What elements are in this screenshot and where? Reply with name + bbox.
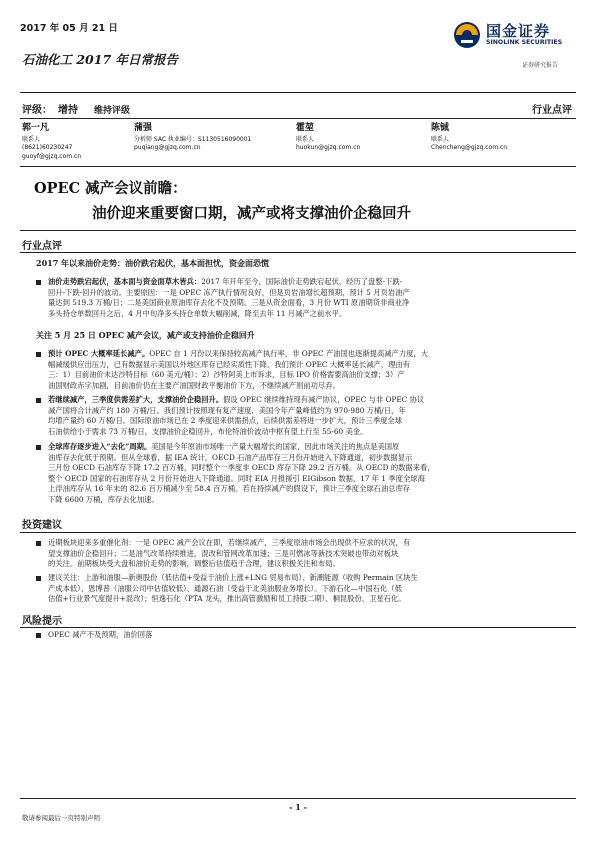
bullet-lead: 预计 OPEC 大概率延长减产。 xyxy=(48,349,150,358)
analyst-divider xyxy=(20,166,576,167)
headline-line-1: OPEC 减产会议前瞻： xyxy=(34,180,187,197)
subsection-title-oil-trend: 2017 年以来油价走势：油价跌宕起伏，基本面担忧，资金面恐慌 xyxy=(36,258,270,268)
bullet-lead: 若继续减产，三季度供需差扩大，支撑油价企稳回升。 xyxy=(48,395,224,404)
logo-chinese-name: 国金证券 xyxy=(486,22,551,40)
analyst-role: 联系人 xyxy=(431,135,450,143)
analyst-phone: (8621)60230247 xyxy=(22,144,73,151)
bullet-text: 油国财政赤字加剧，目前油价仍在主要产油国财政平衡油价下方，不继续减产则前功尽弃。 xyxy=(48,380,340,390)
bullet-marker xyxy=(36,633,41,638)
analyst-name: 霍堃 xyxy=(296,123,315,133)
bullet-text: 2017 年开年至今，国际油价走势跌宕起伏，经历了盘整-下跌- xyxy=(201,277,403,286)
analyst-email: puqiang@gjzq.com.cn xyxy=(134,144,201,151)
rating-note: 维持评级 xyxy=(94,106,131,116)
bullet-text: 三：1）目前油价未达沙特目标（60 美元/桶）；2）沙特阿美上市诉求，目标 IPO 价格需要高油价支撑；3）产 xyxy=(48,370,405,380)
report-series-title: 石油化工 2017 年日常报告 xyxy=(22,52,178,67)
bullet-text: 下降 6600 万桶，库存去化加速。 xyxy=(48,494,159,504)
analyst-role: 分析师 SAC 执业编号：S1130516090001 xyxy=(134,135,252,143)
analyst-email: huokun@gjzq.com.cn xyxy=(296,144,361,151)
bullet-text: 假设 OPEC 继续维持现有减产协议，OPEC 与非 OPEC 协议 xyxy=(223,395,425,404)
logo-subtitle: 证券研究报告 xyxy=(522,62,559,69)
bullet-text: 上浮油库存从 16 年末的 82.6 百万桶减少至 58.4 百万桶。若在持续减产的假设下，预计三季度全球石油总库存 xyxy=(48,484,411,494)
section-divider xyxy=(20,627,576,628)
analyst-email: Chencheng@gjzq.com.cn xyxy=(431,144,508,151)
analyst-email: guoyf@gjzq.com.cn xyxy=(22,152,82,160)
bullet-text: 三月份 OECD 石油库存下降 17.2 百万桶，同时整个一季度非 OECD 库存下降 29.2 百万桶。从 OECD 的数据来看， xyxy=(48,463,435,473)
sinolink-logo xyxy=(452,18,577,69)
rating-value: 增持 xyxy=(58,105,78,116)
bullet-text: 建议关注：上游和油服—新奥股份（低估值+受益于油价上涨+LNG 贸易布局）、新潮能源（收购 Permain 区块生 xyxy=(48,573,418,582)
analyst-name: 蒲强 xyxy=(134,123,153,133)
bullet-text: 回升-下跌-回升的波动。主要原因：一是 OPEC 冻产执行情况良好，但是页岩油增长超预期，预计 5 月页岩油产 xyxy=(48,287,410,297)
analyst-1 xyxy=(22,124,81,161)
section-divider xyxy=(20,252,576,253)
bullet-text: 幅减缓供应出压力，已有数据显示美国以外地区库存已经实质性下降。我们预计 OPEC 大概率延长减产，理由有 xyxy=(48,359,411,369)
sinolink-logo-icon xyxy=(452,20,482,50)
headline-line-2: 油价迎来重要窗口期，减产或将支撑油价企稳回升 xyxy=(92,205,411,222)
bullet-inventory-destocking xyxy=(48,442,435,506)
subsection-title-opec-meeting: 关注 5 月 25 日 OPEC 减产会议，减产或支持油价企稳回升 xyxy=(36,330,255,340)
bullet-catalysts xyxy=(48,538,410,570)
bullet-text: OPEC 自 1 月份以来保持较高减产执行率，非 OPEC 产油国也逐渐提高减产力度，大 xyxy=(149,349,429,358)
bullet-text: OPEC 减产不及预期，油价回落 xyxy=(48,630,153,639)
analyst-name: 郭一凡 xyxy=(22,123,50,133)
bullet-recommendations xyxy=(48,573,418,605)
section-title-investment: 投资建议 xyxy=(22,520,62,531)
bullet-supply-gap xyxy=(48,395,424,437)
bullet-text: 量达到 519.3 万桶/日；二是美国商业原油库存去化不及预期。三是从资金面看，3 月份 WTI 原油期货非商业净 xyxy=(48,298,410,308)
bullet-marker xyxy=(36,398,41,403)
bullet-text: 的关注。前期板块受大盘和油价走势的影响，调整后估值趋于合理，建议积极关注和布局。 xyxy=(48,559,340,569)
rating-label: 评级： xyxy=(22,105,52,116)
bullet-text: 美国是今年原油市场唯一产量大幅增长的国家，因此市场关注的焦点是美国原 xyxy=(151,442,400,451)
logo-english-name: SINOLINK SECURITIES xyxy=(486,39,563,46)
page-number: - 1 - xyxy=(289,802,307,812)
bullet-marker xyxy=(36,541,41,546)
bullet-marker xyxy=(36,352,41,357)
bullet-text: 望支撑油价企稳回升；二是油气改革持续推进，混改和管网改革加速；三是可燃冰等新技术突破也带动对板块 xyxy=(48,548,399,558)
bullet-text: 均增产量约 60 万桶/日。国际原油市场已在 2 季度迎来供需拐点，后续供需差将进一步扩大，预计三季度全球 xyxy=(48,416,403,426)
footer-divider xyxy=(20,798,576,799)
rating-block xyxy=(22,101,136,116)
bullet-text: 油库存去化低于预期。但从全球看，据 IEA 统计，OECD 石油产品库存三月份开始进入下降通道，初步数据显示 xyxy=(48,452,413,462)
bullet-text: 整个 OECD 国家的石油库存从 2 月份开始进入下降通道。同时 EIA 月报援引 EIGibson 数据，17 年 1 季度全球海 xyxy=(48,473,425,483)
section-title-review: 行业点评 xyxy=(22,241,62,252)
section-divider xyxy=(20,532,576,533)
bullet-text: 产成本低）、恩博普（油服公司中估值较低）、通源石油（受益于北美油服业务增长）。下游石化—中国石化（低 xyxy=(48,583,402,593)
bullet-text: 近期板块迎来多重催化剂：一是 OPEC 减产会议在即，若继续减产，三季度原油市场会出现供不应求的状况，有 xyxy=(48,538,411,547)
bullet-oil-volatility xyxy=(48,277,410,319)
analyst-role: 联系人 xyxy=(296,135,315,143)
analyst-role: 联系人 xyxy=(22,135,41,143)
header-divider xyxy=(20,92,576,93)
bullet-text: 减产国将合计减产约 180 万桶/日。我们预计按照现有复产速度，美国今年产量峰值约为 970-980 万桶/日，年 xyxy=(48,405,406,415)
bullet-marker xyxy=(36,280,41,285)
report-type: 行业点评 xyxy=(532,105,572,116)
bullet-text: 估值+行业景气度提升+混改）；恒逸石化（PTA 龙头，推出高管激励和员工持股二期）、桐昆股份、卫星石化。 xyxy=(48,594,406,604)
bullet-lead: 全球库存逐步进入“去化”周期。 xyxy=(48,442,152,451)
bullet-extend-cuts xyxy=(48,349,428,391)
analyst-3 xyxy=(296,124,360,153)
bullet-lead: 油价走势跌宕起伏，基本面与资金面草木皆兵： xyxy=(48,277,202,286)
bullet-marker xyxy=(36,576,41,581)
headline-divider xyxy=(20,230,576,231)
rating-divider xyxy=(20,118,576,119)
section-title-risk: 风险提示 xyxy=(22,616,62,627)
analyst-name: 陈铖 xyxy=(431,123,450,133)
bullet-text: 石油供给小于需求 73 万桶/日，支撑油价企稳回升，布伦特油价波动中枢有望上行至 55-60 美金。 xyxy=(48,426,368,436)
bullet-text: 多头持仓单数回升之后，4 月中旬净多头持仓单数大幅削减，降至去年 11 月减产之前水平。 xyxy=(48,308,347,318)
analyst-4 xyxy=(431,124,507,153)
disclaimer-note: 敬请参阅最后一页特别声明 xyxy=(22,814,100,822)
report-date: 2017 年 05 月 21 日 xyxy=(20,23,118,34)
bullet-marker xyxy=(36,445,41,450)
analyst-2 xyxy=(134,124,251,153)
bullet-risk xyxy=(48,630,152,641)
